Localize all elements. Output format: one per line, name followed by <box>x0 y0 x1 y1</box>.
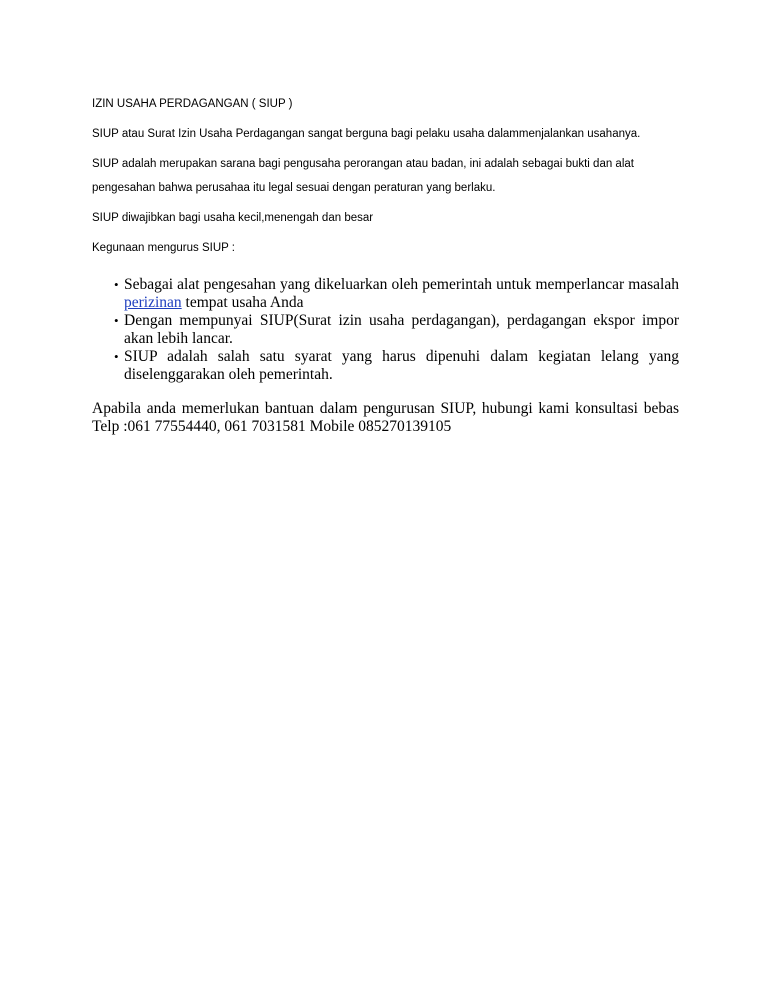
list-item-text: Dengan mempunyai SIUP(Surat izin usaha perdagangan), perdagangan ekspor impor akan lebih lancar. <box>124 312 679 347</box>
paragraph-benefits-heading: Kegunaan mengurus SIUP : <box>92 242 235 254</box>
list-item-text: Sebagai alat pengesahan yang dikeluarkan oleh pemerintah untuk memperlancar masalah <box>124 276 679 293</box>
closing-paragraph: Apabila anda memerlukan bantuan dalam pengurusan SIUP, hubungi kami konsultasi bebas Telp :061 77554440, 061 7031581 Mobile 085270139105 <box>92 400 679 435</box>
list-item <box>92 312 679 348</box>
bullet-icon: • <box>114 313 119 328</box>
list-item <box>92 348 679 384</box>
benefits-list <box>92 276 679 384</box>
list-item-text-end: tempat usaha Anda <box>181 294 304 311</box>
bullet-icon: • <box>114 277 119 292</box>
document-title: IZIN USAHA PERDAGANGAN ( SIUP ) <box>92 98 293 110</box>
list-item <box>92 276 679 312</box>
bullet-icon: • <box>114 349 119 364</box>
paragraph-siup-definition: SIUP atau Surat Izin Usaha Perdagangan sangat berguna bagi pelaku usaha dalammenjalankan usahanya. <box>92 128 641 140</box>
document-page <box>92 92 679 436</box>
perizinan-link[interactable]: perizinan <box>124 294 182 311</box>
list-item-text: SIUP adalah salah satu syarat yang harus dipenuhi dalam kegiatan lelang yang diselenggarakan oleh pemerintah. <box>124 348 679 383</box>
paragraph-siup-required: SIUP diwajibkan bagi usaha kecil,menengah dan besar <box>92 212 374 224</box>
paragraph-siup-purpose: SIUP adalah merupakan sarana bagi pengusaha perorangan atau badan, ini adalah sebagai bukti dan alat pengesahan bahwa perusahaa itu legal sesuai dengan peraturan yang berlaku. <box>92 158 634 194</box>
